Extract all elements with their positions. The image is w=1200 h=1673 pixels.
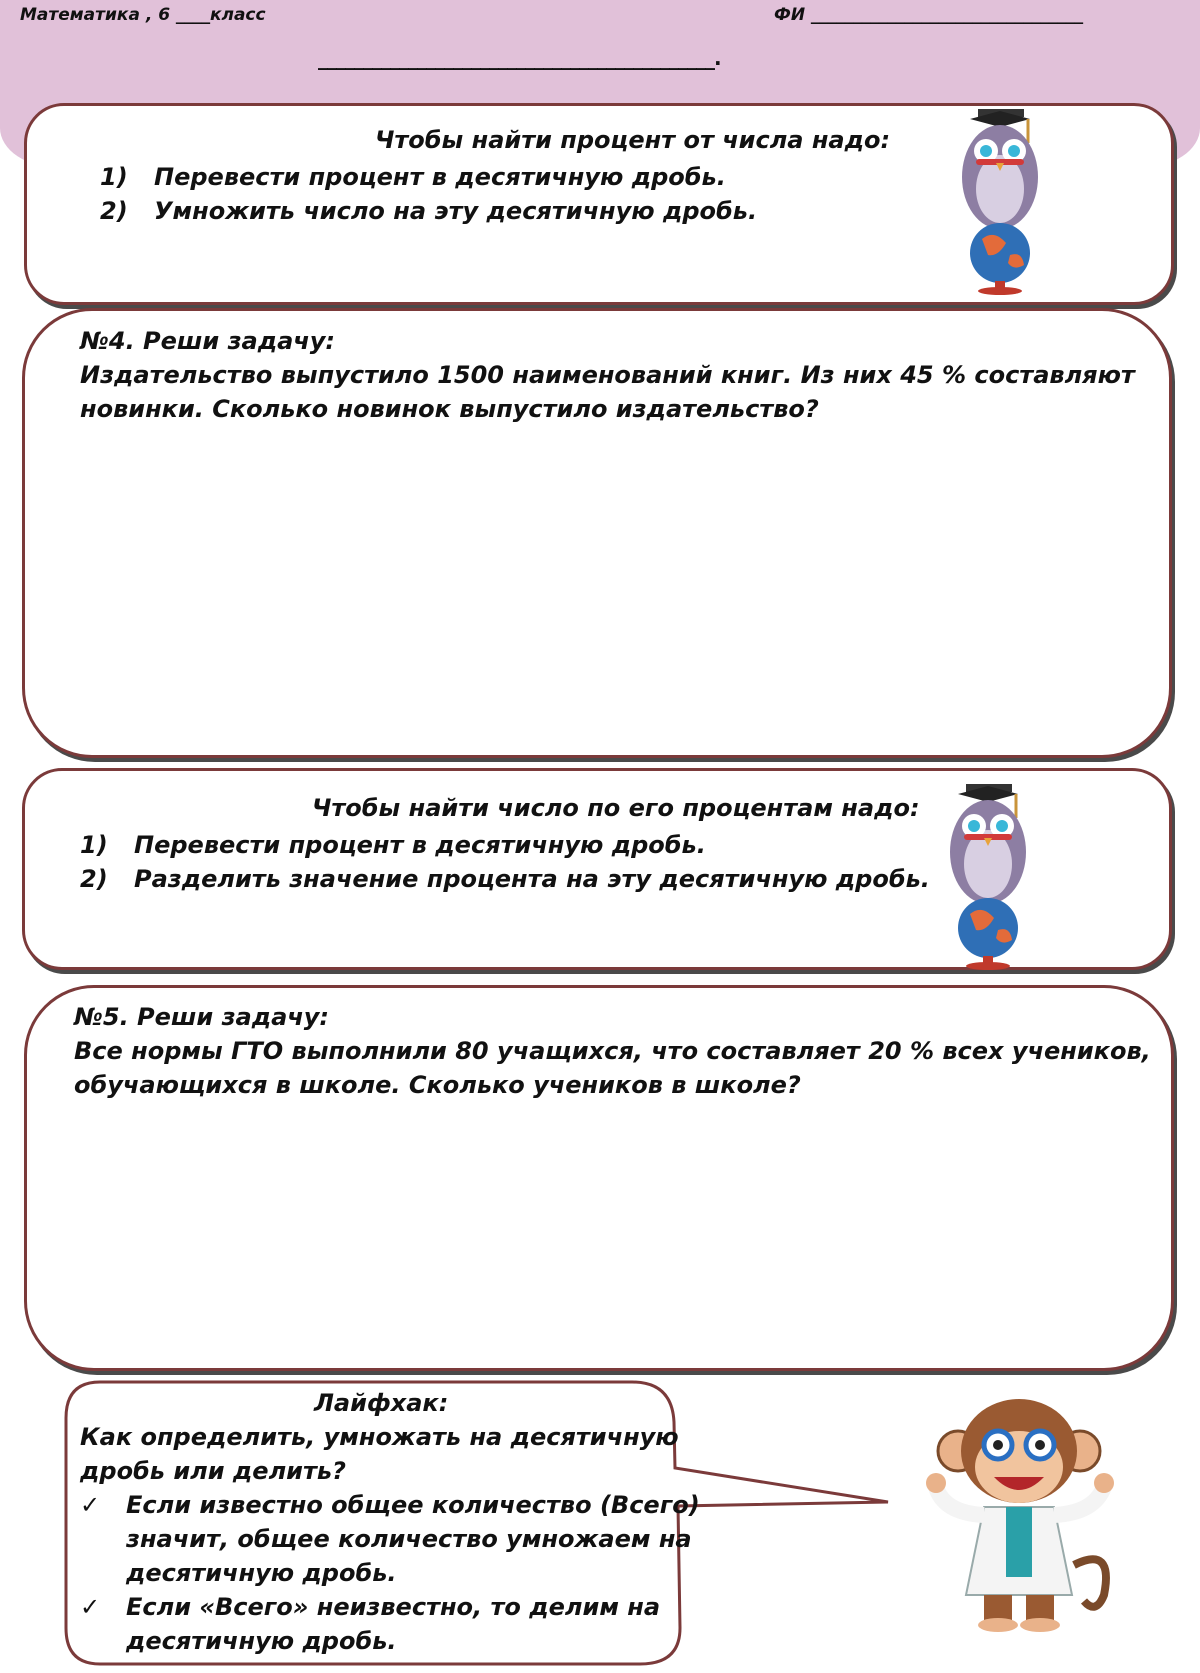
task5-line1: Все нормы ГТО выполнили 80 учащихся, что составляет 20 % всех учеников, [74, 1037, 1151, 1065]
subject-grade-label: Математика , 6 ____класс [20, 5, 266, 25]
task4-text [80, 324, 1135, 426]
task4-line1: Издательство выпустило 1500 наименований книг. Из них 45 % составляют [80, 361, 1135, 389]
lifehack-question: Как определить, умножать на десятичную [80, 1423, 679, 1451]
lifehack-text [80, 1386, 700, 1658]
rule1-list [100, 160, 757, 228]
task4-heading: №4. Реши задачу: [80, 327, 336, 355]
owl-on-globe-icon [920, 780, 1050, 970]
rule2-list [80, 828, 930, 896]
checkmark-icon: ✓ [80, 1491, 101, 1519]
task5-line2: обучающихся в школе. Сколько учеников в школе? [74, 1071, 801, 1099]
task5-heading: №5. Реши задачу: [74, 1003, 330, 1031]
owl-on-globe-icon [932, 105, 1062, 295]
task5-text [74, 1000, 1151, 1102]
list-item: ✓ Если «Всего» неизвестно, то делим на [80, 1590, 700, 1624]
lifehack-question: дробь или делить? [80, 1457, 346, 1485]
checkmark-icon: ✓ [80, 1593, 101, 1621]
task4-line2: новинки. Сколько новинок выпустило издательство? [80, 395, 819, 423]
name-line: ____________________________________________. [318, 46, 721, 70]
list-item-cont: десятичную дробь. [126, 1559, 397, 1587]
list-item: 1) Перевести процент в десятичную дробь. [80, 831, 706, 859]
list-item: ✓ Если известно общее количество (Всего) [80, 1488, 700, 1522]
rule1-title: Чтобы найти процент от числа надо: [375, 126, 891, 154]
monkey-scientist-icon [924, 1395, 1124, 1635]
lifehack-title: Лайфхак: [314, 1389, 449, 1417]
list-item: 1) Перевести процент в десятичную дробь. [100, 163, 726, 191]
list-item-cont: значит, общее количество умножаем на [126, 1525, 692, 1553]
student-name-label: ФИ ________________________________ [774, 5, 1084, 25]
list-item-cont: десятичную дробь. [126, 1627, 397, 1655]
list-item: 2) Умножить число на эту десятичную дробь. [100, 197, 758, 225]
list-item: 2) Разделить значение процента на эту десятичную дробь. [80, 865, 930, 893]
rule2-title: Чтобы найти число по его процентам надо: [312, 794, 920, 822]
